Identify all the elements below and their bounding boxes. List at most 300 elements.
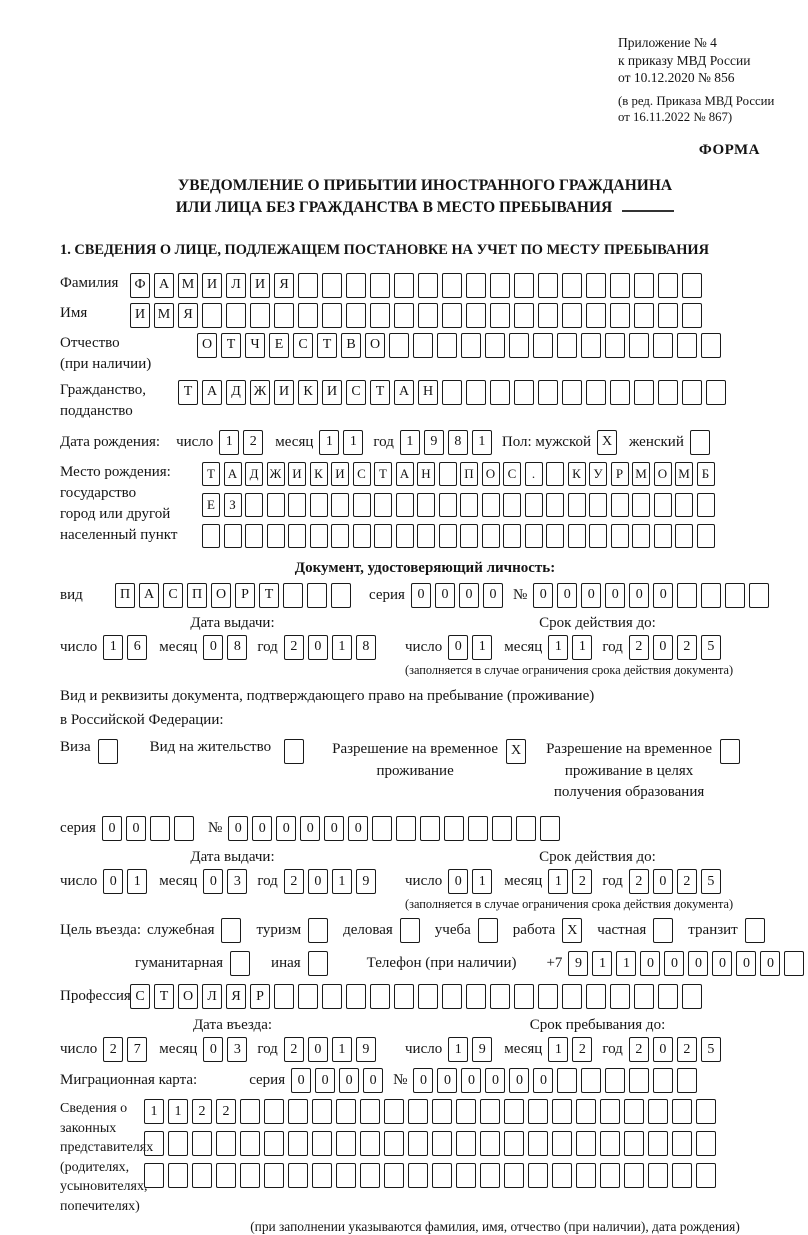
profession-cells-cell-7[interactable] [298, 984, 318, 1009]
birth-place-cells-row1-cell-10[interactable]: Н [417, 462, 435, 486]
first-name-cells-cell-7[interactable] [298, 303, 318, 328]
representatives-cells-row3-cell-5[interactable] [264, 1163, 284, 1188]
permit-number-cells-cell-0[interactable]: 0 [228, 816, 248, 841]
profession-cells-cell-2[interactable]: О [178, 984, 198, 1009]
citizenship-cells-cell-13[interactable] [490, 380, 510, 405]
purpose-work-checkbox-cell-0[interactable]: X [562, 918, 582, 943]
profession-cells-cell-21[interactable] [634, 984, 654, 1009]
stay-day-cells-cell-0[interactable]: 1 [448, 1037, 468, 1062]
permit-number-cells-cell-6[interactable] [372, 816, 392, 841]
id-issue-day-cells[interactable] [103, 635, 151, 660]
permit-number-cells-cell-9[interactable] [444, 816, 464, 841]
representatives-cells-row2-cell-16[interactable] [528, 1131, 548, 1156]
entry-month-cells[interactable] [203, 1037, 251, 1062]
first-name-cells-cell-11[interactable] [394, 303, 414, 328]
representatives-cells-row1-cell-12[interactable] [432, 1099, 452, 1124]
id-doc-type-cells-cell-1[interactable]: А [139, 583, 159, 608]
phone-cells-cell-7[interactable]: 0 [736, 951, 756, 976]
stay-day-cells[interactable] [448, 1037, 496, 1062]
representatives-cells-row3-cell-21[interactable] [648, 1163, 668, 1188]
permit-issue-year-cells-cell-1[interactable]: 0 [308, 869, 328, 894]
sex-female-checkbox[interactable] [690, 430, 714, 455]
representatives-cells-row2-cell-0[interactable] [144, 1131, 164, 1156]
birth-place-cells-row3-cell-1[interactable] [224, 524, 242, 548]
birth-year-cells[interactable] [400, 430, 496, 455]
birth-place-cells-row1-cell-18[interactable]: У [589, 462, 607, 486]
last-name-cells-cell-14[interactable] [466, 273, 486, 298]
birth-place-cells-row3-cell-20[interactable] [632, 524, 650, 548]
birth-month-cells[interactable] [319, 430, 367, 455]
stay-year-cells-cell-2[interactable]: 2 [677, 1037, 697, 1062]
first-name-cells-cell-21[interactable] [634, 303, 654, 328]
birth-day-cells-cell-1[interactable]: 2 [243, 430, 263, 455]
id-doc-type-cells-cell-7[interactable] [283, 583, 303, 608]
representatives-cells-row2-cell-4[interactable] [240, 1131, 260, 1156]
birth-place-cells-row3-cell-10[interactable] [417, 524, 435, 548]
entry-day-cells-cell-1[interactable]: 7 [127, 1037, 147, 1062]
birth-place-cells-row2-cell-1[interactable]: З [224, 493, 242, 517]
entry-day-cells-cell-0[interactable]: 2 [103, 1037, 123, 1062]
last-name-cells-cell-22[interactable] [658, 273, 678, 298]
patronymic-cells-cell-15[interactable] [557, 333, 577, 358]
birth-place-cells-row1-cell-19[interactable]: Р [611, 462, 629, 486]
last-name-cells-cell-18[interactable] [562, 273, 582, 298]
birth-place-cells-row2-cell-21[interactable] [654, 493, 672, 517]
first-name-cells-cell-20[interactable] [610, 303, 630, 328]
patronymic-cells-cell-16[interactable] [581, 333, 601, 358]
citizenship-cells-cell-8[interactable]: Т [370, 380, 390, 405]
purpose-other-checkbox[interactable] [308, 951, 332, 976]
patronymic-cells-cell-17[interactable] [605, 333, 625, 358]
sex-male-checkbox[interactable] [597, 430, 621, 455]
last-name-cells-cell-19[interactable] [586, 273, 606, 298]
birth-place-cells-row3-cell-0[interactable] [202, 524, 220, 548]
representatives-cells-row1-cell-18[interactable] [576, 1099, 596, 1124]
patronymic-cells-cell-4[interactable]: С [293, 333, 313, 358]
id-valid-year-cells-cell-3[interactable]: 5 [701, 635, 721, 660]
birth-place-cells-row1-cell-8[interactable]: Т [374, 462, 392, 486]
representatives-cells-row2-cell-19[interactable] [600, 1131, 620, 1156]
purpose-humanitarian-checkbox-cell-0[interactable] [230, 951, 250, 976]
stay-year-cells[interactable] [629, 1037, 725, 1062]
birth-place-cells-row1-cell-0[interactable]: Т [202, 462, 220, 486]
phone-cells[interactable] [568, 951, 808, 976]
permit-number-cells-cell-3[interactable]: 0 [300, 816, 320, 841]
profession-cells-cell-18[interactable] [562, 984, 582, 1009]
representatives-cells-row3-cell-12[interactable] [432, 1163, 452, 1188]
birth-place-cells-row2-cell-10[interactable] [417, 493, 435, 517]
birth-place-cells-row3-cell-22[interactable] [675, 524, 693, 548]
id-doc-number-cells-cell-1[interactable]: 0 [557, 583, 577, 608]
birth-place-cells-row3-cell-6[interactable] [331, 524, 349, 548]
birth-place-cells-row1-cell-14[interactable]: С [503, 462, 521, 486]
birth-place-cells-row3-cell-17[interactable] [568, 524, 586, 548]
permit-issue-year-cells-cell-3[interactable]: 9 [356, 869, 376, 894]
birth-place-cells-row3-cell-9[interactable] [396, 524, 414, 548]
representatives-cells-row2-cell-18[interactable] [576, 1131, 596, 1156]
patronymic-cells-cell-19[interactable] [653, 333, 673, 358]
first-name-cells-cell-0[interactable]: И [130, 303, 150, 328]
representatives-cells-row2-cell-23[interactable] [696, 1131, 716, 1156]
representatives-cells-row3-cell-9[interactable] [360, 1163, 380, 1188]
residence-permit-checkbox[interactable] [284, 739, 308, 764]
representatives-cells-row1-cell-9[interactable] [360, 1099, 380, 1124]
purpose-work-checkbox[interactable] [562, 918, 586, 943]
birth-place-cells-row1-cell-13[interactable]: О [482, 462, 500, 486]
last-name-cells-cell-2[interactable]: М [178, 273, 198, 298]
citizenship-cells-cell-4[interactable]: И [274, 380, 294, 405]
last-name-cells-cell-9[interactable] [346, 273, 366, 298]
representatives-cells-row3-cell-22[interactable] [672, 1163, 692, 1188]
birth-place-cells-row3-cell-12[interactable] [460, 524, 478, 548]
representatives-cells-row1-cell-6[interactable] [288, 1099, 308, 1124]
permit-number-cells-cell-1[interactable]: 0 [252, 816, 272, 841]
representatives-cells-row1-cell-15[interactable] [504, 1099, 524, 1124]
representatives-cells-row3-cell-14[interactable] [480, 1163, 500, 1188]
sex-male-checkbox-cell-0[interactable]: X [597, 430, 617, 455]
citizenship-cells-cell-11[interactable] [442, 380, 462, 405]
profession-cells-cell-23[interactable] [682, 984, 702, 1009]
permit-issue-year-cells[interactable] [284, 869, 380, 894]
birth-place-cells-row1-cell-11[interactable] [439, 462, 457, 486]
sex-female-checkbox-cell-0[interactable] [690, 430, 710, 455]
representatives-cells-row2-cell-6[interactable] [288, 1131, 308, 1156]
migration-number-cells-cell-5[interactable]: 0 [533, 1068, 553, 1093]
last-name-cells[interactable] [130, 273, 706, 298]
phone-cells-cell-6[interactable]: 0 [712, 951, 732, 976]
permit-valid-year-cells-cell-1[interactable]: 0 [653, 869, 673, 894]
last-name-cells-cell-10[interactable] [370, 273, 390, 298]
representatives-cells-row3-cell-19[interactable] [600, 1163, 620, 1188]
permit-valid-day-cells-cell-0[interactable]: 0 [448, 869, 468, 894]
permit-number-cells-cell-10[interactable] [468, 816, 488, 841]
representatives-cells-row2-cell-17[interactable] [552, 1131, 572, 1156]
patronymic-cells-cell-6[interactable]: В [341, 333, 361, 358]
patronymic-cells-cell-8[interactable] [389, 333, 409, 358]
profession-cells-cell-0[interactable]: С [130, 984, 150, 1009]
profession-cells-cell-1[interactable]: Т [154, 984, 174, 1009]
representatives-cells-row1-cell-7[interactable] [312, 1099, 332, 1124]
entry-year-cells-cell-0[interactable]: 2 [284, 1037, 304, 1062]
stay-year-cells-cell-3[interactable]: 5 [701, 1037, 721, 1062]
representatives-cells-row2-cell-9[interactable] [360, 1131, 380, 1156]
purpose-private-checkbox-cell-0[interactable] [653, 918, 673, 943]
representatives-cells-row3-cell-18[interactable] [576, 1163, 596, 1188]
permit-issue-day-cells-cell-1[interactable]: 1 [127, 869, 147, 894]
first-name-cells-cell-2[interactable]: Я [178, 303, 198, 328]
profession-cells-cell-10[interactable] [370, 984, 390, 1009]
migration-number-cells-cell-3[interactable]: 0 [485, 1068, 505, 1093]
id-valid-month-cells-cell-0[interactable]: 1 [548, 635, 568, 660]
permit-valid-month-cells-cell-0[interactable]: 1 [548, 869, 568, 894]
birth-place-cells-row2-cell-8[interactable] [374, 493, 392, 517]
last-name-cells-cell-16[interactable] [514, 273, 534, 298]
birth-place-cells-row1-cell-17[interactable]: К [568, 462, 586, 486]
stay-year-cells-cell-1[interactable]: 0 [653, 1037, 673, 1062]
permit-number-cells-cell-8[interactable] [420, 816, 440, 841]
id-valid-day-cells-cell-1[interactable]: 1 [472, 635, 492, 660]
citizenship-cells-cell-5[interactable]: К [298, 380, 318, 405]
representatives-cells-row3[interactable] [144, 1163, 720, 1188]
last-name-cells-cell-3[interactable]: И [202, 273, 222, 298]
birth-month-cells-cell-0[interactable]: 1 [319, 430, 339, 455]
permit-series-cells-cell-1[interactable]: 0 [126, 816, 146, 841]
birth-place-cells-row3-cell-21[interactable] [654, 524, 672, 548]
id-doc-type-cells-cell-2[interactable]: С [163, 583, 183, 608]
phone-cells-cell-3[interactable]: 0 [640, 951, 660, 976]
representatives-cells-row3-cell-7[interactable] [312, 1163, 332, 1188]
first-name-cells-cell-23[interactable] [682, 303, 702, 328]
patronymic-cells-cell-9[interactable] [413, 333, 433, 358]
representatives-cells-row2-cell-11[interactable] [408, 1131, 428, 1156]
representatives-cells-row3-cell-16[interactable] [528, 1163, 548, 1188]
birth-place-cells-row2-cell-15[interactable] [525, 493, 543, 517]
representatives-cells-row1-cell-19[interactable] [600, 1099, 620, 1124]
birth-place-cells-row1-cell-5[interactable]: К [310, 462, 328, 486]
last-name-cells-cell-23[interactable] [682, 273, 702, 298]
representatives-cells-row1[interactable] [144, 1099, 720, 1124]
id-valid-year-cells-cell-1[interactable]: 0 [653, 635, 673, 660]
birth-place-cells-row2-cell-16[interactable] [546, 493, 564, 517]
permit-number-cells-cell-13[interactable] [540, 816, 560, 841]
profession-cells-cell-4[interactable]: Я [226, 984, 246, 1009]
birth-place-cells-row1-cell-9[interactable]: А [396, 462, 414, 486]
permit-valid-day-cells-cell-1[interactable]: 1 [472, 869, 492, 894]
birth-place-cells-row1-cell-15[interactable]: . [525, 462, 543, 486]
birth-place-cells-row2-cell-9[interactable] [396, 493, 414, 517]
id-issue-day-cells-cell-1[interactable]: 6 [127, 635, 147, 660]
birth-place-cells-row1-cell-7[interactable]: С [353, 462, 371, 486]
phone-cells-cell-2[interactable]: 1 [616, 951, 636, 976]
birth-place-cells-row1-cell-16[interactable] [546, 462, 564, 486]
birth-place-cells-row3[interactable] [202, 524, 718, 548]
phone-cells-cell-5[interactable]: 0 [688, 951, 708, 976]
id-doc-series-cells-cell-1[interactable]: 0 [435, 583, 455, 608]
permit-valid-day-cells[interactable] [448, 869, 496, 894]
citizenship-cells-cell-3[interactable]: Ж [250, 380, 270, 405]
birth-place-cells-row2-cell-12[interactable] [460, 493, 478, 517]
last-name-cells-cell-1[interactable]: А [154, 273, 174, 298]
citizenship-cells-cell-2[interactable]: Д [226, 380, 246, 405]
representatives-cells-row2-cell-8[interactable] [336, 1131, 356, 1156]
representatives-cells-row2-cell-3[interactable] [216, 1131, 236, 1156]
representatives-cells-row3-cell-23[interactable] [696, 1163, 716, 1188]
first-name-cells-cell-10[interactable] [370, 303, 390, 328]
birth-place-cells-row2[interactable] [202, 493, 718, 517]
citizenship-cells-cell-14[interactable] [514, 380, 534, 405]
migration-number-cells-cell-4[interactable]: 0 [509, 1068, 529, 1093]
representatives-cells-row1-cell-0[interactable]: 1 [144, 1099, 164, 1124]
id-doc-series-cells-cell-0[interactable]: 0 [411, 583, 431, 608]
birth-place-cells-row1[interactable] [202, 462, 718, 486]
birth-place-cells-row3-cell-11[interactable] [439, 524, 457, 548]
birth-place-cells-row2-cell-0[interactable]: Е [202, 493, 220, 517]
id-issue-day-cells-cell-0[interactable]: 1 [103, 635, 123, 660]
profession-cells-cell-20[interactable] [610, 984, 630, 1009]
entry-year-cells-cell-2[interactable]: 1 [332, 1037, 352, 1062]
migration-number-cells-cell-2[interactable]: 0 [461, 1068, 481, 1093]
birth-place-cells-row2-cell-2[interactable] [245, 493, 263, 517]
id-valid-year-cells[interactable] [629, 635, 725, 660]
birth-place-cells-row3-cell-8[interactable] [374, 524, 392, 548]
permit-issue-month-cells-cell-1[interactable]: 3 [227, 869, 247, 894]
birth-place-cells-row1-cell-3[interactable]: Ж [267, 462, 285, 486]
permit-issue-day-cells-cell-0[interactable]: 0 [103, 869, 123, 894]
permit-number-cells-cell-12[interactable] [516, 816, 536, 841]
citizenship-cells-cell-21[interactable] [682, 380, 702, 405]
patronymic-cells-cell-12[interactable] [485, 333, 505, 358]
profession-cells-cell-11[interactable] [394, 984, 414, 1009]
representatives-cells-row2-cell-10[interactable] [384, 1131, 404, 1156]
birth-place-cells-row2-cell-20[interactable] [632, 493, 650, 517]
stay-month-cells[interactable] [548, 1037, 596, 1062]
first-name-cells-cell-12[interactable] [418, 303, 438, 328]
birth-place-cells-row3-cell-5[interactable] [310, 524, 328, 548]
migration-number-cells[interactable] [413, 1068, 701, 1093]
citizenship-cells-cell-22[interactable] [706, 380, 726, 405]
last-name-cells-cell-15[interactable] [490, 273, 510, 298]
citizenship-cells-cell-18[interactable] [610, 380, 630, 405]
permit-series-cells-cell-3[interactable] [174, 816, 194, 841]
id-valid-day-cells-cell-0[interactable]: 0 [448, 635, 468, 660]
birth-place-cells-row3-cell-15[interactable] [525, 524, 543, 548]
entry-year-cells-cell-1[interactable]: 0 [308, 1037, 328, 1062]
visa-checkbox-cell-0[interactable] [98, 739, 118, 764]
representatives-cells-row1-cell-8[interactable] [336, 1099, 356, 1124]
permit-series-cells[interactable] [102, 816, 198, 841]
first-name-cells-cell-6[interactable] [274, 303, 294, 328]
representatives-cells-row1-cell-14[interactable] [480, 1099, 500, 1124]
phone-cells-cell-9[interactable] [784, 951, 804, 976]
migration-number-cells-cell-8[interactable] [605, 1068, 625, 1093]
id-issue-month-cells[interactable] [203, 635, 251, 660]
id-valid-month-cells[interactable] [548, 635, 596, 660]
last-name-cells-cell-21[interactable] [634, 273, 654, 298]
purpose-tourism-checkbox-cell-0[interactable] [308, 918, 328, 943]
representatives-cells-row1-cell-4[interactable] [240, 1099, 260, 1124]
profession-cells-cell-5[interactable]: Р [250, 984, 270, 1009]
migration-series-cells-cell-0[interactable]: 0 [291, 1068, 311, 1093]
representatives-cells-row2-cell-22[interactable] [672, 1131, 692, 1156]
id-doc-series-cells-cell-2[interactable]: 0 [459, 583, 479, 608]
purpose-business-checkbox[interactable] [400, 918, 424, 943]
profession-cells-cell-12[interactable] [418, 984, 438, 1009]
permit-valid-month-cells[interactable] [548, 869, 596, 894]
patronymic-cells-cell-0[interactable]: О [197, 333, 217, 358]
birth-place-cells-row1-cell-23[interactable]: Б [697, 462, 715, 486]
first-name-cells-cell-15[interactable] [490, 303, 510, 328]
permit-valid-month-cells-cell-1[interactable]: 2 [572, 869, 592, 894]
profession-cells-cell-14[interactable] [466, 984, 486, 1009]
birth-place-cells-row2-cell-22[interactable] [675, 493, 693, 517]
representatives-cells-row1-cell-1[interactable]: 1 [168, 1099, 188, 1124]
id-valid-month-cells-cell-1[interactable]: 1 [572, 635, 592, 660]
patronymic-cells-cell-2[interactable]: Ч [245, 333, 265, 358]
first-name-cells-cell-9[interactable] [346, 303, 366, 328]
last-name-cells-cell-8[interactable] [322, 273, 342, 298]
representatives-cells-row3-cell-10[interactable] [384, 1163, 404, 1188]
citizenship-cells-cell-19[interactable] [634, 380, 654, 405]
first-name-cells[interactable] [130, 303, 706, 328]
birth-year-cells-cell-0[interactable]: 1 [400, 430, 420, 455]
representatives-cells-row3-cell-8[interactable] [336, 1163, 356, 1188]
migration-number-cells-cell-11[interactable] [677, 1068, 697, 1093]
birth-place-cells-row1-cell-6[interactable]: И [331, 462, 349, 486]
entry-month-cells-cell-1[interactable]: 3 [227, 1037, 247, 1062]
permit-number-cells-cell-7[interactable] [396, 816, 416, 841]
permit-issue-month-cells-cell-0[interactable]: 0 [203, 869, 223, 894]
id-doc-number-cells-cell-7[interactable] [701, 583, 721, 608]
representatives-cells-row2-cell-20[interactable] [624, 1131, 644, 1156]
representatives-cells-row3-cell-17[interactable] [552, 1163, 572, 1188]
citizenship-cells-cell-12[interactable] [466, 380, 486, 405]
representatives-cells-row2-cell-13[interactable] [456, 1131, 476, 1156]
birth-year-cells-cell-3[interactable]: 1 [472, 430, 492, 455]
phone-cells-cell-1[interactable]: 1 [592, 951, 612, 976]
id-doc-number-cells-cell-6[interactable] [677, 583, 697, 608]
birth-place-cells-row3-cell-18[interactable] [589, 524, 607, 548]
temp-residence-checkbox[interactable] [506, 739, 530, 764]
first-name-cells-cell-14[interactable] [466, 303, 486, 328]
last-name-cells-cell-0[interactable]: Ф [130, 273, 150, 298]
representatives-cells-row2-cell-14[interactable] [480, 1131, 500, 1156]
phone-cells-cell-8[interactable]: 0 [760, 951, 780, 976]
birth-place-cells-row3-cell-16[interactable] [546, 524, 564, 548]
entry-day-cells[interactable] [103, 1037, 151, 1062]
representatives-cells-row3-cell-20[interactable] [624, 1163, 644, 1188]
first-name-cells-cell-18[interactable] [562, 303, 582, 328]
representatives-cells-row1-cell-5[interactable] [264, 1099, 284, 1124]
purpose-private-checkbox[interactable] [653, 918, 677, 943]
profession-cells-cell-17[interactable] [538, 984, 558, 1009]
patronymic-cells-cell-7[interactable]: О [365, 333, 385, 358]
birth-place-cells-row2-cell-3[interactable] [267, 493, 285, 517]
first-name-cells-cell-19[interactable] [586, 303, 606, 328]
id-doc-type-cells-cell-0[interactable]: П [115, 583, 135, 608]
stay-year-cells-cell-0[interactable]: 2 [629, 1037, 649, 1062]
first-name-cells-cell-8[interactable] [322, 303, 342, 328]
representatives-cells-row1-cell-22[interactable] [672, 1099, 692, 1124]
birth-place-cells-row2-cell-6[interactable] [331, 493, 349, 517]
birth-place-cells-row2-cell-5[interactable] [310, 493, 328, 517]
migration-number-cells-cell-0[interactable]: 0 [413, 1068, 433, 1093]
birth-place-cells-row3-cell-19[interactable] [611, 524, 629, 548]
profession-cells-cell-19[interactable] [586, 984, 606, 1009]
migration-series-cells-cell-1[interactable]: 0 [315, 1068, 335, 1093]
id-issue-year-cells-cell-2[interactable]: 1 [332, 635, 352, 660]
permit-series-cells-cell-2[interactable] [150, 816, 170, 841]
patronymic-cells-cell-18[interactable] [629, 333, 649, 358]
birth-place-cells-row2-cell-13[interactable] [482, 493, 500, 517]
migration-number-cells-cell-10[interactable] [653, 1068, 673, 1093]
permit-valid-year-cells-cell-0[interactable]: 2 [629, 869, 649, 894]
id-valid-year-cells-cell-0[interactable]: 2 [629, 635, 649, 660]
entry-year-cells[interactable] [284, 1037, 380, 1062]
last-name-cells-cell-4[interactable]: Л [226, 273, 246, 298]
last-name-cells-cell-13[interactable] [442, 273, 462, 298]
patronymic-cells-cell-10[interactable] [437, 333, 457, 358]
citizenship-cells-cell-7[interactable]: С [346, 380, 366, 405]
stay-month-cells-cell-0[interactable]: 1 [548, 1037, 568, 1062]
permit-number-cells-cell-4[interactable]: 0 [324, 816, 344, 841]
representatives-cells-row2-cell-7[interactable] [312, 1131, 332, 1156]
id-valid-year-cells-cell-2[interactable]: 2 [677, 635, 697, 660]
purpose-transit-checkbox[interactable] [745, 918, 769, 943]
first-name-cells-cell-13[interactable] [442, 303, 462, 328]
temp-residence-checkbox-cell-0[interactable]: X [506, 739, 526, 764]
id-issue-year-cells-cell-1[interactable]: 0 [308, 635, 328, 660]
last-name-cells-cell-12[interactable] [418, 273, 438, 298]
